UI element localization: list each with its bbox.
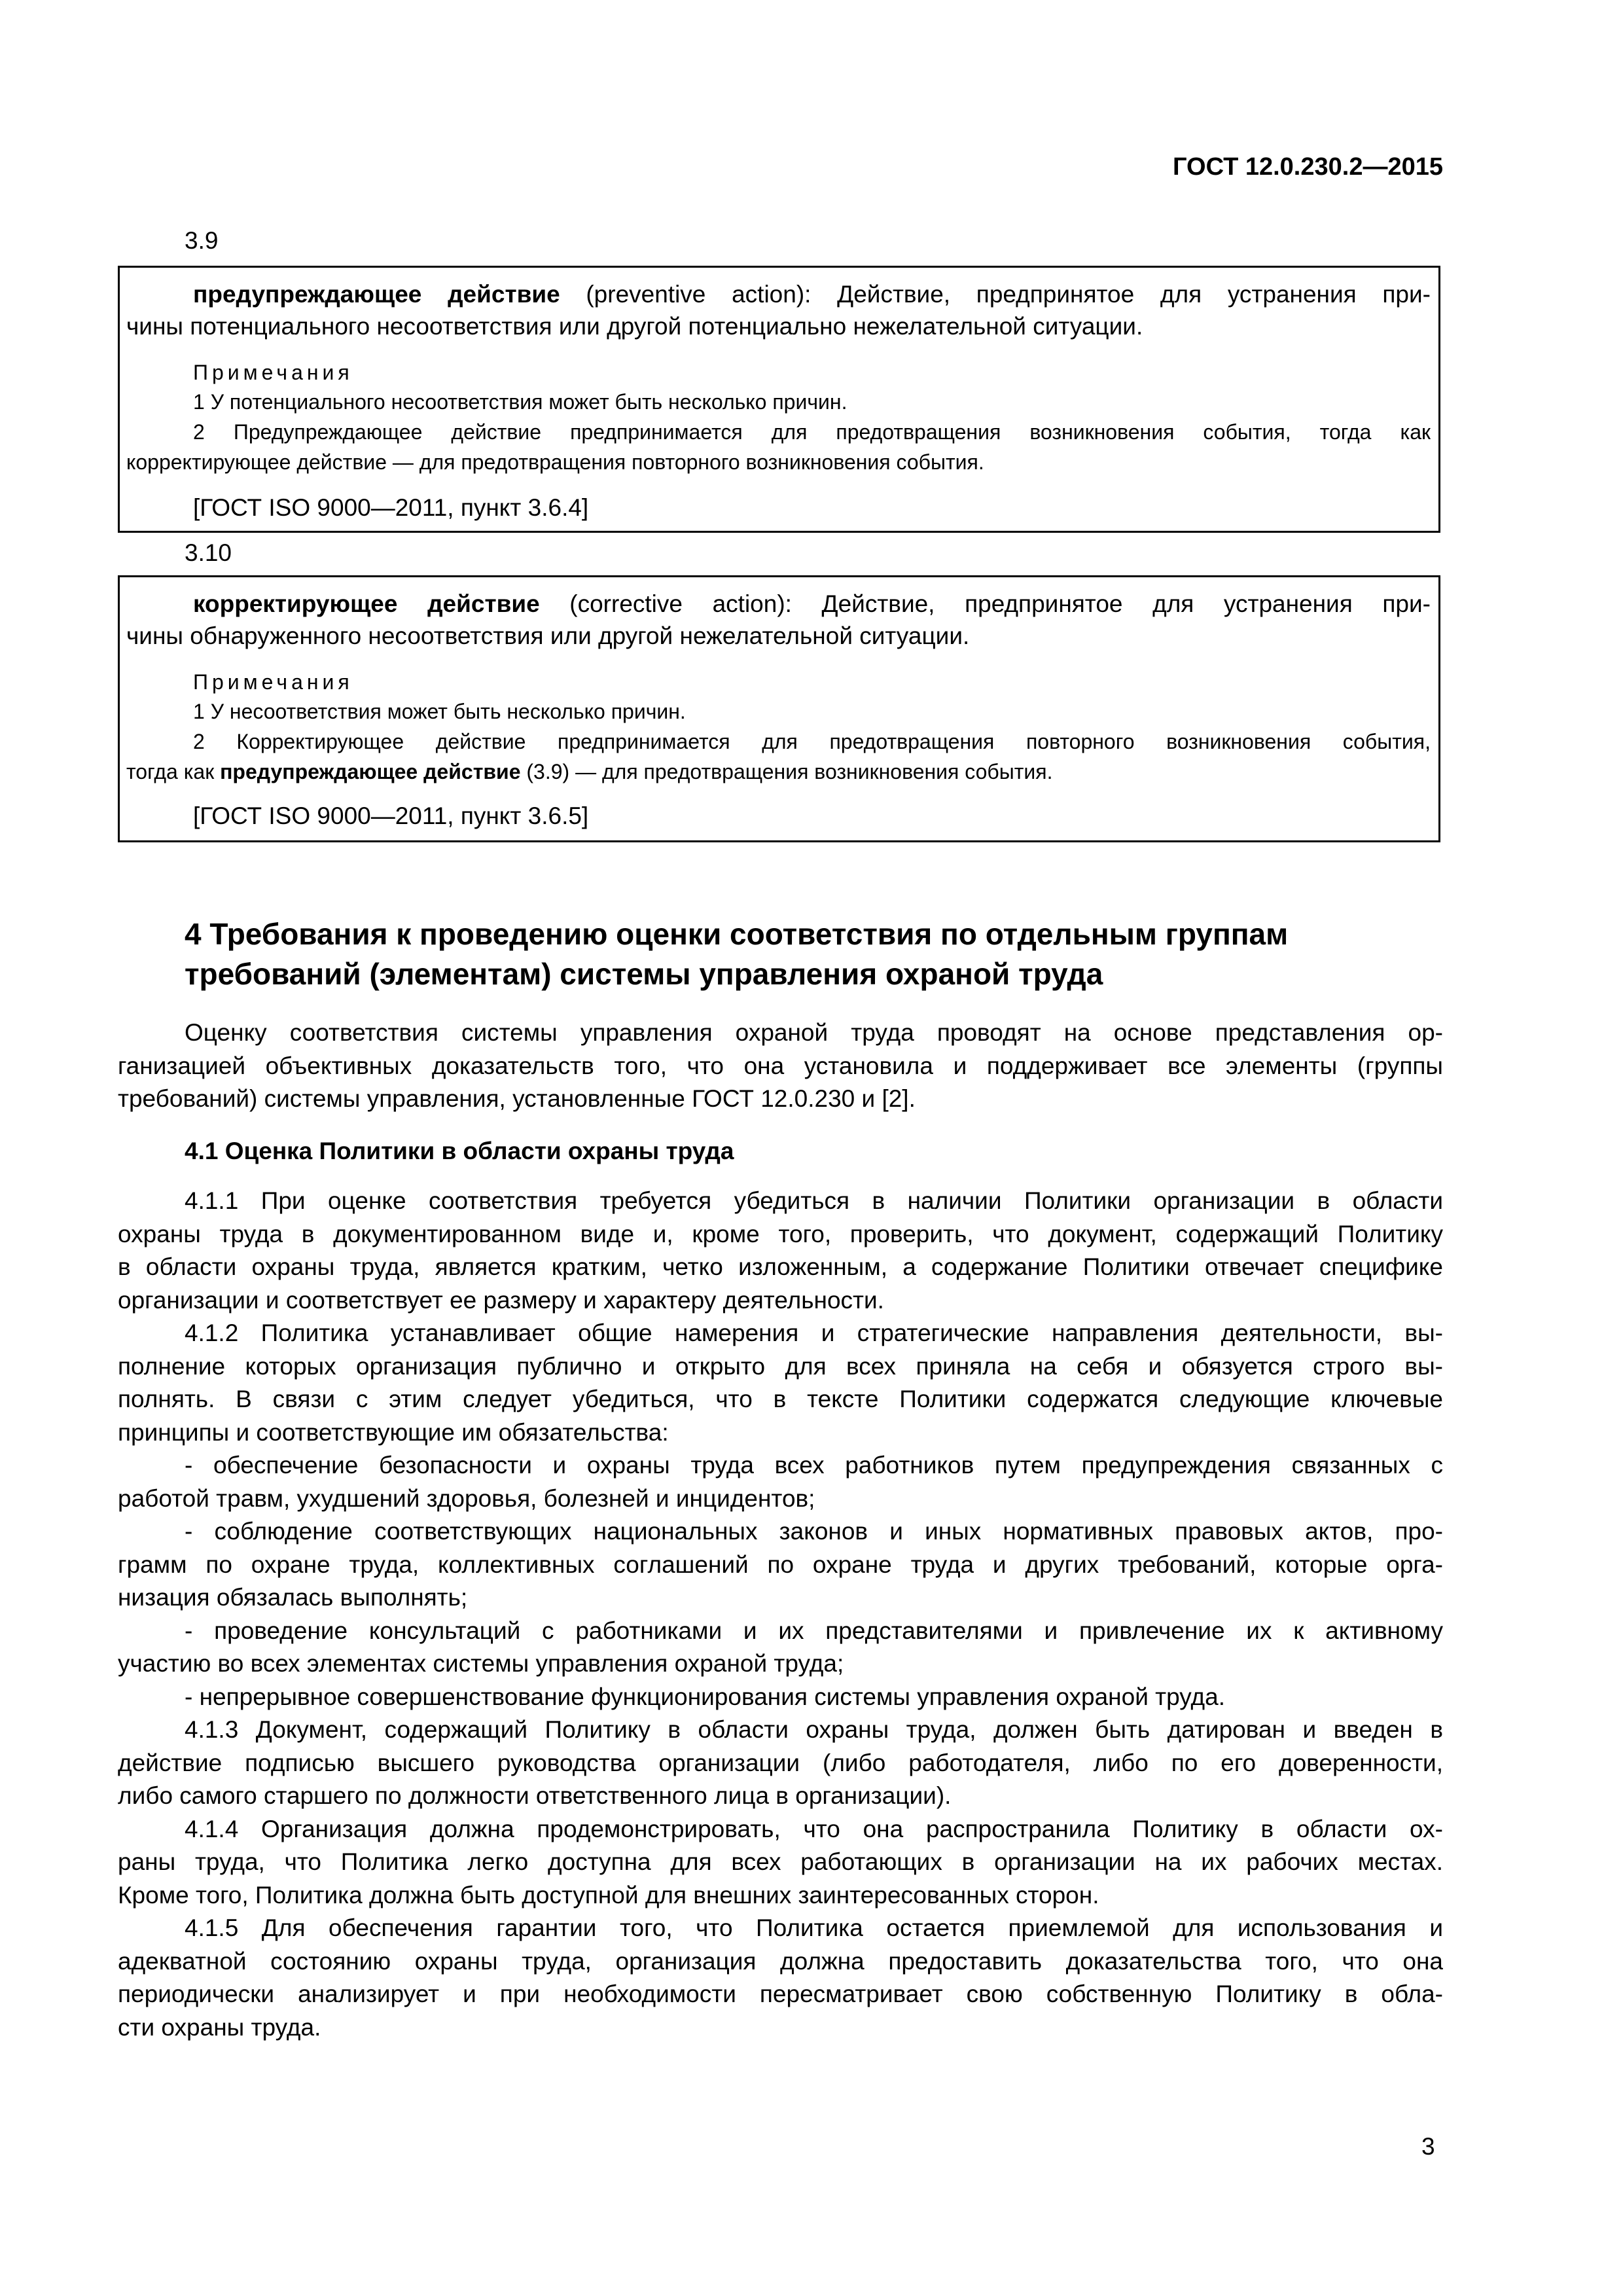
text-line: [126, 620, 1431, 652]
text-segment: - соблюдение соответствующих национальных законов и иных нормативных правовых актов, про-: [185, 1518, 1443, 1545]
note-1: [126, 387, 1431, 417]
text-line: [126, 696, 1431, 726]
text-segment: (corrective action): Действие, предпринятое для устранения при-: [539, 590, 1431, 617]
text-line: [118, 1016, 1443, 1050]
intro-paragraph: [118, 1016, 1443, 1116]
notes-title: Примечания: [193, 670, 353, 694]
paragraph-4-1-2: [118, 1317, 1443, 1449]
text-line: [126, 447, 1431, 477]
bullet-item: [118, 1515, 1443, 1615]
text-segment: 2 Предупреждающее действие предпринимается для предотвращения возникновения события, тогда как: [193, 420, 1431, 444]
term-definition: [126, 588, 1431, 652]
text-line: [118, 1218, 1443, 1251]
text-segment: охраны труда в документированном виде и, кроме того, проверить, что документ, содержащий Политику: [118, 1220, 1443, 1247]
notes-title: Примечания: [193, 361, 353, 384]
text-segment: - обеспечение безопасности и охраны труда всех работников путем предупреждения связанных с: [185, 1452, 1443, 1479]
text-line: [126, 278, 1431, 310]
text-segment: сти охраны труда.: [118, 2013, 321, 2041]
bold-term: корректирующее действие: [193, 590, 540, 617]
text-segment: 2 Корректирующее действие предпринимается для предотвращения повторного возникновения события,: [193, 730, 1431, 753]
heading-line: 4 Требования к проведению оценки соответствия по отдельным группам: [185, 917, 1289, 951]
text-segment: (3.9) — для предотвращения возникновения события.: [520, 760, 1053, 783]
paragraph-4-1-5: [118, 1912, 1443, 2044]
text-segment: низация обязалась выполнять;: [118, 1584, 468, 1611]
text-line: [118, 1846, 1443, 1879]
text-line: [118, 1747, 1443, 1780]
section-4-body: [118, 1016, 1443, 2044]
text-line: [118, 1416, 1443, 1450]
text-line: [118, 1581, 1443, 1615]
text-line: [118, 1185, 1443, 1218]
note-2: [126, 726, 1431, 787]
bullet-item: [118, 1615, 1443, 1681]
text-line: [118, 1713, 1443, 1747]
text-line: [118, 1615, 1443, 1648]
bold-term: предупреждающее действие: [220, 760, 521, 783]
text-line: [126, 726, 1431, 757]
bold-term: предупреждающее действие: [193, 281, 560, 308]
text-line: [118, 1251, 1443, 1284]
text-line: [118, 1813, 1443, 1846]
paragraph-4-1-3: [118, 1713, 1443, 1813]
text-segment: 4.1.4 Организация должна продемонстрировать, что она распространила Политику в области ох-: [185, 1815, 1443, 1842]
text-line: [118, 1284, 1443, 1318]
text-segment: полнять. В связи с этим следует убедиться, что в тексте Политики содержатся следующие ключевые: [118, 1386, 1443, 1412]
text-segment: работой травм, ухудшений здоровья, болезней и инцидентов;: [118, 1484, 815, 1512]
text-line: [118, 1879, 1443, 1912]
text-line: [118, 1482, 1443, 1516]
text-line: [126, 310, 1431, 342]
text-line: [118, 1647, 1443, 1681]
term-reference: [ГОСТ ISO 9000—2011, пункт 3.6.5]: [193, 802, 589, 829]
text-line: [118, 1383, 1443, 1416]
text-segment: Оценку соответствия системы управления охраной труда проводят на основе представления ор-: [185, 1019, 1443, 1046]
text-line: [118, 1083, 1443, 1116]
text-line: [118, 1945, 1443, 1979]
text-segment: (preventive action): Действие, предпринятое для устранения при-: [560, 281, 1431, 308]
bullet-item: [118, 1449, 1443, 1515]
text-segment: в области охраны труда, является кратким, четко изложенным, а содержание Политики отвечает специфике: [118, 1253, 1443, 1280]
term-definition: [126, 278, 1431, 342]
text-line: [118, 1912, 1443, 1945]
paragraph-4-1-1: [118, 1185, 1443, 1317]
term-number: 3.10: [185, 539, 232, 566]
term-reference: [ГОСТ ISO 9000—2011, пункт 3.6.4]: [193, 494, 589, 521]
text-line: [118, 1449, 1443, 1482]
text-line: [118, 1515, 1443, 1549]
note-1: [126, 696, 1431, 726]
text-segment: участию во всех элементах системы управления охраной труда;: [118, 1650, 844, 1677]
text-segment: 1 У несоответствия может быть несколько причин.: [193, 700, 686, 723]
text-segment: тогда как: [126, 760, 221, 783]
paragraph-4-1-4: [118, 1813, 1443, 1912]
heading-line: требований (элементам) системы управления охраной труда: [185, 957, 1103, 991]
text-segment: - проведение консультаций с работниками и их представителями и привлечение их к активному: [185, 1617, 1443, 1644]
term-box-preventive-action: [118, 266, 1440, 533]
text-segment: корректирующее действие — для предотвращения повторного возникновения события.: [126, 450, 984, 474]
text-segment: чины обнаруженного несоответствия или другой нежелательной ситуации.: [126, 622, 970, 649]
text-line: [118, 1050, 1443, 1083]
text-line: [118, 1978, 1443, 2011]
text-line: [118, 1549, 1443, 1582]
text-segment: 1 У потенциального несоответствия может быть несколько причин.: [193, 390, 847, 414]
section-4-heading: [185, 914, 1288, 994]
text-line: [118, 2011, 1443, 2045]
subsection-4-1-heading: 4.1 Оценка Политики в области охраны труда: [185, 1137, 734, 1164]
text-segment: Кроме того, Политика должна быть доступной для внешних заинтересованных сторон.: [118, 1881, 1099, 1909]
text-line: [126, 757, 1431, 787]
text-segment: раны труда, что Политика легко доступна для всех работающих в организации на их рабочих местах.: [118, 1848, 1443, 1875]
text-line: [118, 1681, 1443, 1714]
document-code-header: ГОСТ 12.0.230.2—2015: [1172, 153, 1443, 181]
text-segment: либо самого старшего по должности ответственного лица в организации).: [118, 1782, 952, 1809]
term-box-corrective-action: [118, 575, 1440, 842]
text-segment: 4.1.5 Для обеспечения гарантии того, что Политика остается приемлемой для использования и: [185, 1914, 1443, 1941]
text-segment: грамм по охране труда, коллективных соглашений по охране труда и других требований, которые орга-: [118, 1551, 1443, 1578]
text-segment: 4.1.1 При оценке соответствия требуется убедиться в наличии Политики организации в области: [185, 1187, 1443, 1214]
text-segment: организации и соответствует ее размеру и характеру деятельности.: [118, 1286, 884, 1314]
text-segment: адекватной состоянию охраны труда, организация должна предоставить доказательства того, что она: [118, 1947, 1443, 1975]
text-segment: периодически анализирует и при необходимости пересматривает свою собственную Политику в обла-: [118, 1981, 1443, 2007]
text-segment: 4.1.3 Документ, содержащий Политику в области охраны труда, должен быть датирован и введен в: [185, 1716, 1443, 1743]
text-line: [118, 1317, 1443, 1350]
text-segment: 4.1.2 Политика устанавливает общие намерения и стратегические направления деятельности, вы-: [185, 1319, 1443, 1346]
text-segment: принципы и соответствующие им обязательства:: [118, 1418, 669, 1446]
note-2: [126, 417, 1431, 477]
text-segment: действие подписью высшего руководства организации (либо работодателя, либо по его доверенности,: [118, 1749, 1443, 1776]
page-number: 3: [1421, 2133, 1435, 2160]
text-line: [126, 588, 1431, 620]
text-segment: чины потенциального несоответствия или другой потенциально нежелательной ситуации.: [126, 313, 1143, 340]
text-segment: полнение которых организация публично и открыто для всех приняла на себя и обязуется строго вы-: [118, 1352, 1443, 1380]
text-line: [118, 1350, 1443, 1384]
text-line: [118, 1780, 1443, 1813]
text-segment: ганизацией объективных доказательств того, что она установила и поддерживает все элементы (группы: [118, 1052, 1443, 1079]
term-number: 3.9: [185, 227, 219, 254]
text-line: [126, 417, 1431, 447]
text-line: [126, 387, 1431, 417]
text-segment: - непрерывное совершенствование функционирования системы управления охраной труда.: [185, 1683, 1225, 1710]
bullet-item: [118, 1681, 1443, 1714]
text-segment: требований) системы управления, установленные ГОСТ 12.0.230 и [2].: [118, 1085, 916, 1112]
